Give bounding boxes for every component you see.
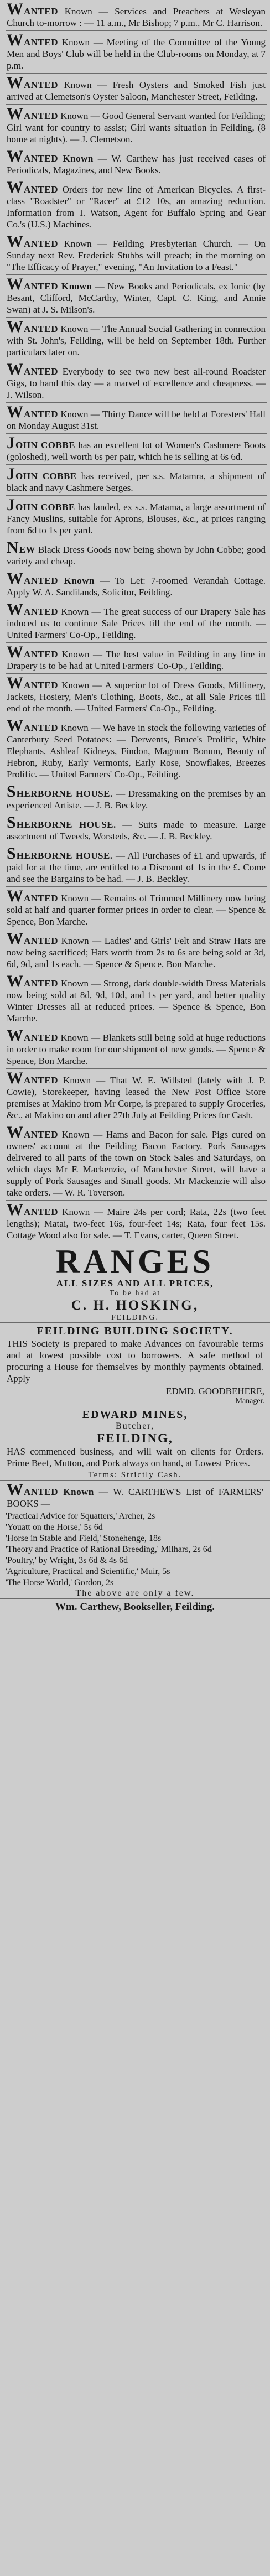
ad-body: Known — That W. E. Willsted (lately with J. P. Cowie), Storekeeper, having leased the New Post Office Store premises at Makino from Mr Corpe, is prepared to supply Groceries, &c., at Makino on and after 27th July at Feilding Prices for Cash. bbox=[7, 1075, 266, 1120]
ad-body: — To Let: 7-roomed Verandah Cottage. Apply W. A. Sandilands, Solicitor, Feilding. bbox=[7, 575, 266, 598]
ad-lead-letter: S bbox=[7, 844, 16, 863]
ad-lead-letter: W bbox=[7, 674, 23, 692]
classified-ad-strong-dark bbox=[6, 974, 267, 1026]
ad-body: — W. Carthew has just received cases of Periodicals, Magazines, and New Books. bbox=[7, 153, 266, 175]
ad-lead-letter: W bbox=[7, 1201, 23, 1219]
footer-ad bbox=[0, 1601, 270, 1613]
classified-ad-cobbe-mataura bbox=[6, 467, 267, 496]
classified-ad-willsted bbox=[6, 1071, 267, 1123]
ad-heading: ANTED bbox=[24, 184, 59, 195]
ad-heading: ANTED Known bbox=[24, 153, 94, 164]
ad-heading: ANTED bbox=[24, 111, 59, 121]
ad-body: — Dressmaking on the premises by an experienced Artiste. — J. B. Beckley. bbox=[7, 788, 266, 811]
ad-body: Known — Fresh Oysters and Smoked Fish just arrived at Clemetson's Oyster Saloon, Manchester Street, Feilding. bbox=[7, 80, 266, 102]
ad-body: Known — Ladies' and Girls' Felt and Straw Hats are now being sacrificed; Hats worth from 2s to 6s are being sold at 3d, 6d, 9d, and 1s each. — Spence & Spence, Bon Marche. bbox=[7, 936, 266, 969]
ranges-name: C. H. HOSKING, bbox=[71, 1298, 199, 1313]
building-society-ad bbox=[0, 1325, 270, 1406]
classified-ad-best-value bbox=[6, 645, 267, 674]
ad-body: has received, per s.s. Matamra, a shipment of black and navy Cashmere Serges. bbox=[7, 471, 266, 493]
farmers-books-closing: The above are only a few. bbox=[75, 1588, 195, 1598]
ad-body: Known — Feilding Presbyterian Church. — On Sunday next Rev. Frederick Stubbs will preach; in the morning on "The Efficacy of Prayer," evening, "An Invitation to a Feast." bbox=[7, 238, 266, 272]
ad-heading: ANTED bbox=[24, 1129, 59, 1140]
ad-lead-letter: W bbox=[7, 569, 23, 588]
ad-body: Known — Remains of Trimmed Millinery now being sold at half and quarter former prices in order to clear. — Spence & Spence, Bon Marche. bbox=[7, 893, 266, 927]
mines-body: HAS commenced business, and will wait on clients for Orders. Prime Beef, Mutton, and Pork always on hand, at Lowest Prices. bbox=[7, 1446, 263, 1468]
ranges-line2: To be had at bbox=[109, 1289, 161, 1297]
classified-ad-cobbe-goloshes bbox=[6, 436, 267, 465]
farmers-books-ad bbox=[0, 1483, 270, 1599]
ad-heading: ANTED Known bbox=[24, 575, 95, 586]
classified-ad-cobbe-matura2 bbox=[6, 498, 267, 538]
ad-body: — New Books and Periodicals, ex Ionic (by Besant, Clifford, McCarthy, Winter, Capt. C. King, and Annie Swan) at J. S. Milson's. bbox=[7, 281, 266, 315]
ad-lead-letter: W bbox=[7, 643, 23, 661]
ad-heading: ANTED bbox=[24, 37, 59, 48]
classified-ad-new-books bbox=[6, 277, 267, 318]
ad-body: Known — Thirty Dance will be held at Foresters' Hall on Monday August 31st. bbox=[7, 409, 266, 431]
ad-body: Known — We have in stock the following varieties of Canterbury Seed Potatoes: — Derwents, Bruce's Prolific, White Elephants, Ashleaf Kidneys, Findon, Magnum Bonum, Beauty of Hebron, Ruby, Early Vermonts, Early Rose, Snowflakes, Breezes Prolific. — United Farmers' Co-Op., Feilding. bbox=[7, 723, 266, 780]
ad-heading: ANTED bbox=[24, 978, 59, 989]
ad-body: Orders for new line of American Bicycles. A first-class "Roadster" or "Racer" at £12 10s, an amazing reduction. Information from T. Watson, Agent for Buffalo Spring and Gear Co.'s (U.S.) Machines. bbox=[7, 184, 266, 230]
classified-ad-bicycles bbox=[6, 180, 267, 232]
ad-lead-letter: W bbox=[7, 74, 23, 92]
ad-body: Everybody to see two new best all-round Roadster Gigs, to hand this day — a marvel of excellence and cheapness. — J. Wilson. bbox=[7, 366, 266, 400]
ad-lead-letter: J bbox=[7, 465, 15, 483]
book-list-item: 'Agriculture, Practical and Scientific,' Muir, 5s bbox=[6, 1567, 170, 1576]
ad-lead-letter: W bbox=[7, 403, 23, 421]
ad-lead-letter: N bbox=[7, 538, 19, 557]
classified-ad-to-let bbox=[6, 569, 267, 600]
ad-heading: ANTED bbox=[24, 1075, 59, 1086]
ad-lead-letter: S bbox=[7, 782, 16, 801]
ad-body: Known — A superior lot of Dress Goods, Millinery, Jackets, Hosiery, Men's Clothing, Boots, &c., at all Sale Prices till end of the month. — United Farmers' Co-Op., Feilding. bbox=[7, 680, 266, 714]
classified-ad-presbyterian bbox=[6, 232, 267, 275]
classified-ad-servant bbox=[6, 107, 267, 147]
ad-lead-letter: W bbox=[7, 360, 23, 378]
ad-body: has landed, ex s.s. Matama, a large assortment of Fancy Muslins, suitable for Aprons, Blouses, &c., at prices ranging from 6d to 1s per yard. bbox=[7, 502, 266, 536]
classified-ads bbox=[0, 0, 270, 1243]
classified-ad-sherborne-3 bbox=[6, 846, 267, 887]
ad-body: Known — Services and Preachers at Wesleyan Church to-morrow : — 11 a.m., Mr Bishop; 7 p.m., Mr C. Harrison. bbox=[7, 6, 266, 28]
ad-lead-letter: W bbox=[7, 600, 23, 619]
ranges-line1: ALL SIZES AND ALL PRICES, bbox=[56, 1278, 214, 1289]
ad-body: Known — Maire 24s per cord; Rata, 22s (two feet lengths); Matai, two-feet 16s, four-feet 14s; Rata, four feet 15s. Cottage Wood also for sale. — T. Evans, carter, Queen Street. bbox=[7, 1207, 266, 1240]
book-list-item: 'Horse in Stable and Field,' Stonehenge, 18s bbox=[6, 1534, 162, 1543]
ad-heading: ANTED bbox=[24, 723, 59, 733]
building-society-body: THIS Society is prepared to make Advances on favourable terms and at lowest possible cost to borrowers. A safe method of procuring a House for themselves by monthly payments obtained. Apply bbox=[7, 1338, 263, 1384]
book-list-item: 'Practical Advice for Squatters,' Archer, 2s bbox=[6, 1512, 155, 1521]
ranges-ad bbox=[0, 1245, 270, 1323]
classified-ad-young-men bbox=[6, 33, 267, 74]
ad-lead-letter: W bbox=[7, 716, 23, 735]
ad-heading: ANTED bbox=[24, 324, 59, 334]
ad-heading: EW bbox=[19, 544, 36, 555]
book-list-item: 'The Horse World,' Gordon, 2s bbox=[6, 1578, 114, 1587]
ad-body: Known — Blankets still being sold at huge reductions in order to make room for our shipment of new goods. — Spence & Spence, Bon Marche. bbox=[7, 1032, 266, 1066]
book-list-item: 'Poultry,' by Wright, 3s 6d & 4s 6d bbox=[6, 1556, 128, 1565]
classified-ad-maire-24s bbox=[6, 1203, 267, 1243]
classified-ad-great-success bbox=[6, 600, 267, 643]
farmers-books-list bbox=[6, 1511, 264, 1588]
classified-ad-annual-soiree bbox=[6, 320, 267, 360]
ad-lead-letter: W bbox=[7, 31, 23, 49]
ad-lead-letter: W bbox=[7, 318, 23, 336]
ad-heading: ANTED bbox=[24, 649, 59, 659]
ad-lead-letter: W bbox=[7, 275, 23, 293]
ad-lead-letter: W bbox=[7, 232, 23, 251]
mines-terms: Terms: Strictly Cash. bbox=[88, 1471, 182, 1479]
mines-ad bbox=[0, 1409, 270, 1481]
ad-lead-letter: W bbox=[7, 0, 23, 18]
ad-body: Known — The best value in Feilding in any line in Drapery is to be had at United Farmers' Co-Op., Feilding. bbox=[7, 649, 266, 671]
farmers-books-lead-rest: ANTED Known bbox=[24, 1487, 94, 1497]
ad-lead-letter: W bbox=[7, 178, 23, 196]
mines-name: EDWARD MINES, bbox=[82, 1409, 188, 1421]
classified-ad-blankets bbox=[6, 1026, 267, 1069]
classified-ad-dress-goods bbox=[6, 538, 267, 569]
ad-heading: HERBORNE HOUSE. bbox=[16, 819, 116, 830]
ad-lead-letter: W bbox=[7, 147, 23, 165]
ad-lead-letter: W bbox=[7, 1026, 23, 1045]
building-society-role: Manager. bbox=[235, 1397, 264, 1405]
farmers-books-intro-text: — W. CARTHEW'S List of FARMERS' BOOKS — bbox=[7, 1487, 263, 1509]
ad-heading: OHN COBBE bbox=[15, 440, 76, 450]
ad-heading: ANTED Known bbox=[24, 281, 92, 292]
ad-lead-letter: W bbox=[7, 929, 23, 948]
ad-heading: ANTED bbox=[24, 680, 59, 690]
ad-heading: HERBORNE HOUSE. bbox=[16, 850, 113, 861]
book-list-item: 'Theory and Practice of Rational Breeding,' Milhars, 2s 6d bbox=[6, 1545, 212, 1554]
classified-ad-superior-lot bbox=[6, 676, 267, 716]
ranges-place: FEILDING. bbox=[111, 1313, 159, 1322]
ad-heading: ANTED bbox=[24, 893, 59, 903]
classified-ad-canterbury-potatoes bbox=[6, 716, 267, 782]
building-society-title: FEILDING BUILDING SOCIETY. bbox=[37, 1325, 233, 1337]
ad-heading: ANTED bbox=[24, 6, 59, 17]
mines-place: FEILDING, bbox=[97, 1431, 173, 1445]
ad-lead-letter: W bbox=[7, 887, 23, 905]
ad-heading: ANTED bbox=[24, 80, 59, 90]
ad-body: — Suits made to measure. Large assortment of Tweeds, Worsteds, &c. — J. B. Beckley. bbox=[7, 819, 266, 842]
ad-lead-letter: W bbox=[7, 1123, 23, 1141]
ad-body: Known — Good General Servant wanted for Feilding; Girl want for country to assist; Girl wants situation in Feilding, (8 home at nights). — J. Clemetson. bbox=[7, 111, 266, 144]
ad-body: — All Purchases of £1 and upwards, if paid for at the time, are entitled to a Discount of 1s in the £. Come and see the Bargains to be had. — J. B. Beckley. bbox=[7, 850, 266, 884]
mines-trade: Butcher, bbox=[115, 1421, 154, 1431]
ad-heading: ANTED bbox=[24, 409, 59, 419]
ad-body: Known — Hams and Bacon for sale. Pigs cured on owners' account at the Feilding Bacon Factory. Pork Sausages delivered to all parts of the town on Stock Sales and Saturdays, on which days Mr F. Mackenzie, of Manchester Street, will have a supply of Pork Sausages and Small goods. Mr Mackenzie will also take orders. — W. R. Toverson. bbox=[7, 1129, 266, 1198]
classified-ad-church-services bbox=[6, 2, 267, 31]
ad-lead-letter: W bbox=[7, 105, 23, 123]
ad-body: Known — The Annual Social Gathering in connection with St. John's, Feilding, will be held on September 18th. Further particulars later on. bbox=[7, 324, 266, 357]
ad-body: Black Dress Goods now being shown by John Cobbe; good variety and cheap. bbox=[7, 544, 266, 567]
ranges-title: RANGES bbox=[55, 1243, 215, 1280]
classified-ad-periodicals bbox=[6, 149, 267, 178]
footer-line: Wm. Carthew, Bookseller, Feilding. bbox=[55, 1601, 215, 1613]
building-society-signer: EDMD. GOODBEHERE, bbox=[165, 1386, 264, 1396]
ad-lead-letter: S bbox=[7, 813, 16, 832]
classified-ad-thirty-dance bbox=[6, 405, 267, 434]
ad-heading: ANTED bbox=[24, 1032, 59, 1043]
ad-body: Known — The great success of our Drapery Sale has induced us to continue Sale Prices till the end of the month. — United Farmers' Co-Op., Feilding. bbox=[7, 606, 266, 640]
classified-ad-sherborne-1 bbox=[6, 782, 267, 813]
classified-ad-roadsters bbox=[6, 362, 267, 403]
ad-heading: OHN COBBE bbox=[15, 471, 77, 481]
ad-lead-letter: W bbox=[7, 972, 23, 990]
classified-ad-oysters bbox=[6, 76, 267, 105]
ad-body: Known — Strong, dark double-width Dress Materials now being sold at 8d, 9d, 10d, and 1s per yard, and better quality Winter Dresses all at reduced prices. — Spence & Spence, Bon Marche. bbox=[7, 978, 266, 1024]
ad-lead-letter: W bbox=[7, 1069, 23, 1087]
classified-ad-trimmed-millinery bbox=[6, 889, 267, 929]
ad-heading: ANTED bbox=[24, 366, 59, 377]
ad-body: Known — Meeting of the Committee of the Young Men and Boys' Club will be held in the Club-rooms on Monday, at 7 p.m. bbox=[7, 37, 266, 71]
farmers-books-lead: W bbox=[7, 1481, 23, 1499]
classified-ad-hams-bacon bbox=[6, 1125, 267, 1201]
farmers-books-intro bbox=[6, 1483, 264, 1511]
classified-ad-sherborne-2 bbox=[6, 813, 267, 844]
book-list-item: 'Youatt on the Horse,' 5s 6d bbox=[6, 1523, 103, 1532]
ad-lead-letter: J bbox=[7, 496, 15, 514]
ad-body: has an excellent lot of Women's Cashmere Boots (goloshed), well worth 6s per pair, which he is selling at 6s 6d. bbox=[7, 440, 266, 462]
ad-heading: ANTED bbox=[24, 238, 59, 249]
ad-heading: ANTED bbox=[24, 606, 59, 617]
classified-ad-ladies-girls-felt bbox=[6, 929, 267, 972]
ad-lead-letter: J bbox=[7, 434, 15, 452]
ad-heading: ANTED bbox=[24, 936, 59, 946]
ad-heading: ANTED bbox=[24, 1207, 59, 1217]
ad-heading: HERBORNE HOUSE. bbox=[16, 788, 113, 799]
ad-heading: OHN COBBE bbox=[15, 502, 75, 512]
